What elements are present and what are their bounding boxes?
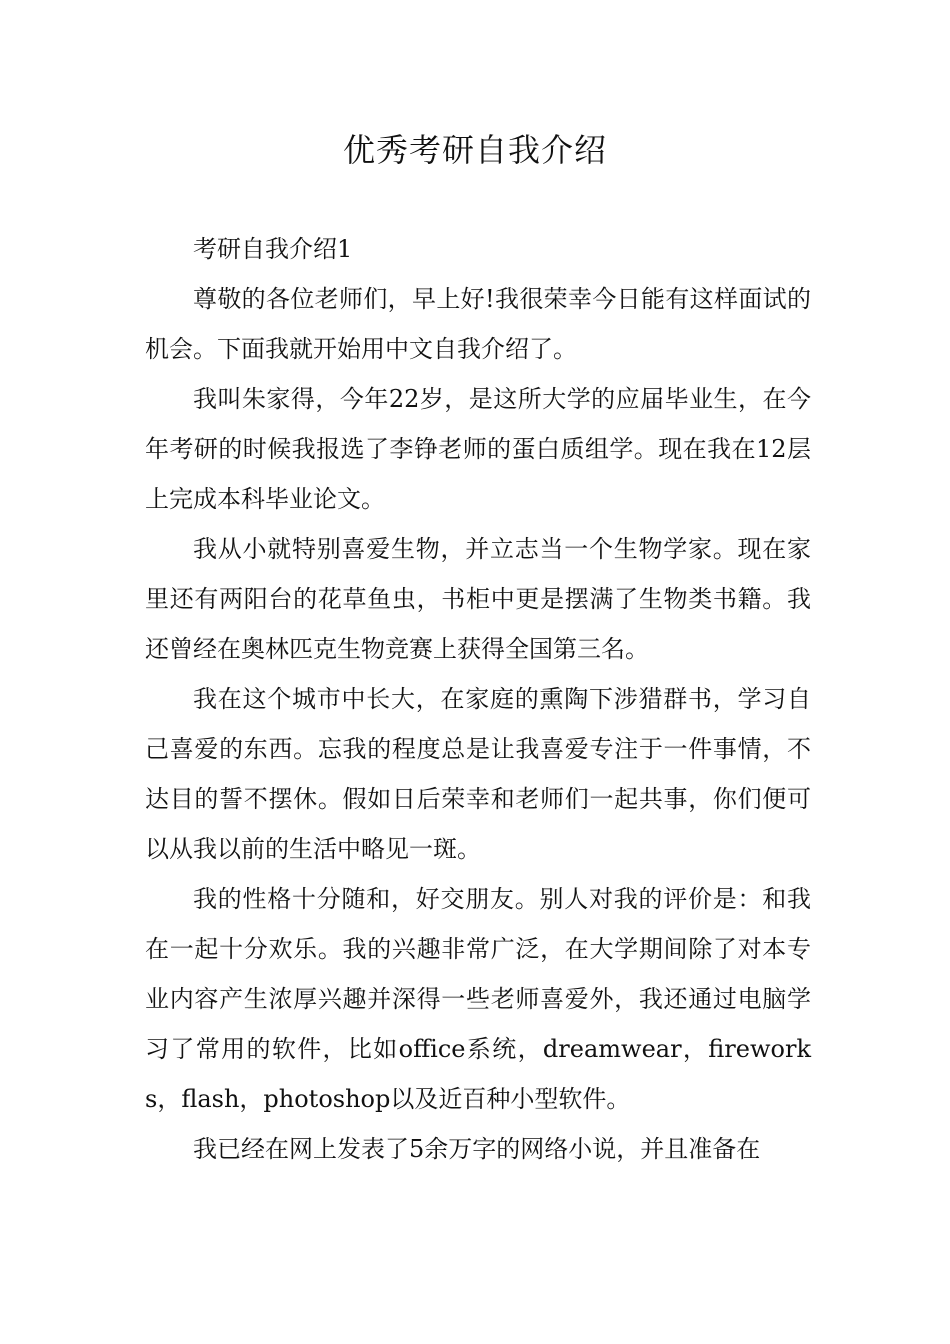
document-body bbox=[145, 224, 811, 1174]
page-title: 优秀考研自我介绍 bbox=[342, 131, 607, 169]
section-heading: 考研自我介绍1 bbox=[193, 235, 353, 263]
paragraph-identity: 我叫朱家得，今年22岁，是这所大学的应届毕业生，在今年考研的时候我报选了李铮老师的蛋白质组学。现在我在12层上完成本科毕业论文。 bbox=[145, 385, 811, 513]
paragraph-interest-biology: 我从小就特别喜爱生物，并立志当一个生物学家。现在家里还有两阳台的花草鱼虫，书柜中更是摆满了生物类书籍。我还曾经在奥林匹克生物竞赛上获得全国第三名。 bbox=[145, 535, 811, 663]
paragraph-personality: 我的性格十分随和，好交朋友。别人对我的评价是：和我在一起十分欢乐。我的兴趣非常广泛，在大学期间除了对本专业内容产生浓厚兴趣并深得一些老师喜爱外，我还通过电脑学习了常用的软件，比如office系统，dreamwear，fireworks，flash，photoshop以及近百种小型软件。 bbox=[145, 885, 811, 1113]
paragraph-upbringing: 我在这个城市中长大，在家庭的熏陶下涉猎群书，学习自己喜爱的东西。忘我的程度总是让我喜爱专注于一件事情，不达目的誓不摆休。假如日后荣幸和老师们一起共事，你们便可以从我以前的生活中略见一斑。 bbox=[145, 685, 811, 863]
paragraph-greeting: 尊敬的各位老师们，早上好!我很荣幸今日能有这样面试的机会。下面我就开始用中文自我介绍了。 bbox=[145, 285, 811, 363]
paragraph-novel: 我已经在网上发表了5余万字的网络小说，并且准备在 bbox=[193, 1135, 761, 1163]
